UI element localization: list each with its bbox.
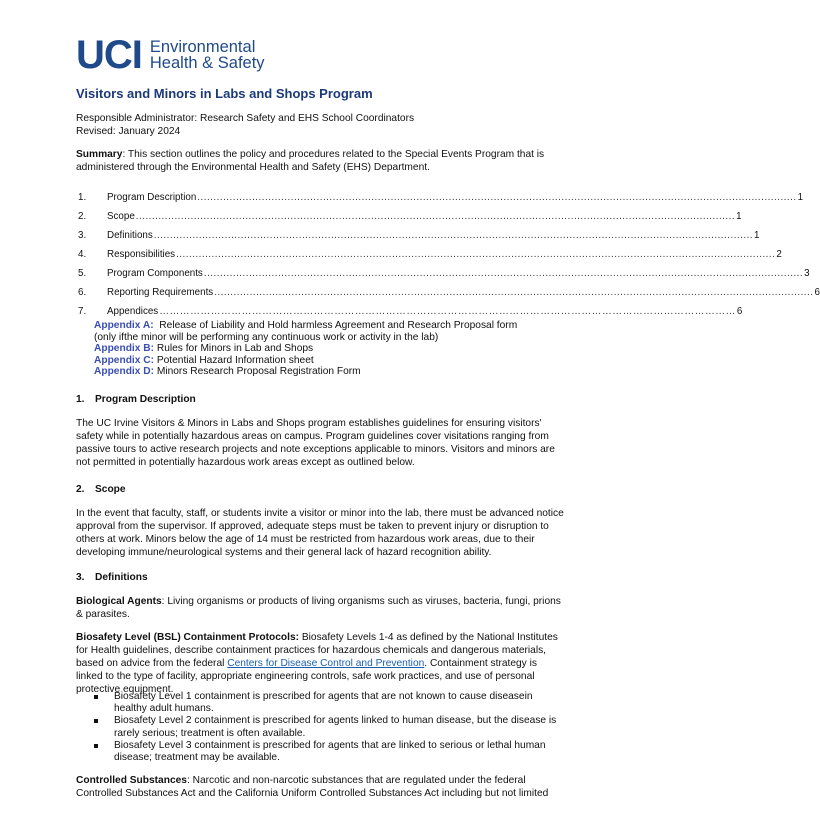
section-heading-definitions [76, 572, 148, 583]
list-item-text: Biosafety Level 1 containment is prescribed for agents that are not known to cause diseasein healthy adult humans. [114, 691, 533, 715]
appendix-text: Potential Hazard Information sheet [156, 354, 314, 366]
toc-label: Reporting Requirements [107, 287, 214, 298]
toc-item-program-description[interactable] [78, 184, 804, 203]
definition: : Living organisms or products of living organisms such as viruses, bacteria, fungi, prions & parasites. [76, 596, 561, 620]
section-number: 2. [76, 484, 85, 495]
toc-page: 3 [804, 268, 810, 279]
appendix-b[interactable] [94, 343, 524, 355]
toc-label: Program Description [107, 192, 197, 203]
toc-leader: .......................................................................................................................................................................................... [203, 268, 804, 279]
list-item [94, 691, 564, 715]
appendix-list [94, 320, 524, 378]
scope-text: In the event that faculty, staff, or students invite a visitor or minor into the lab, there must be advanced notice approval from the supervisor. If approved, adequate steps must be taken to prevent injury or disruption to others at work. Minors below the age of 14 must be restricted from hazardous work areas, due to their developing immune/neurological systems and their general lack of hazard recognition ability. [76, 508, 564, 558]
toc-item-scope[interactable] [78, 203, 742, 222]
toc-page: 2 [776, 249, 782, 260]
toc-leader: .......................................................................................................................................................................................... [135, 211, 736, 222]
page-title: Visitors and Minors in Labs and Shops Program [76, 86, 373, 101]
definition-part-1: Biosafety Levels 1-4 as defined by the National Institutes for Health guidelines, describe containment practices for hazardous chemicals and dangerous materials, based on advice from the federal [76, 632, 558, 669]
section-heading-scope [76, 484, 126, 495]
list-item [94, 715, 564, 739]
bullet-square-icon [94, 744, 98, 748]
cdc-link[interactable]: Centers for Disease Control and Prevention [227, 658, 425, 669]
toc-item-responsibilities[interactable] [78, 241, 782, 260]
toc-item-reporting-requirements[interactable] [78, 279, 820, 298]
toc-label: Scope [107, 211, 135, 222]
toc-label: Responsibilities [107, 249, 176, 260]
logo-mark: UCI [76, 33, 142, 77]
program-description-text: The UC Irvine Visitors & Minors in Labs and Shops program establishes guidelines for ensuring visitors' safety while in potentially hazardous areas on campus. Program guidelines cover visitations ranging from passive tours to active research projects and note exceptions applicable to minors. Visitors and minors are not permitted in potentially hazardous work areas except as outlined below. [76, 418, 555, 468]
section-title: Program Description [95, 394, 196, 405]
appendix-c[interactable] [94, 355, 524, 367]
definition-biological-agents [76, 595, 566, 621]
toc-page: 1 [736, 211, 742, 222]
appendix-text: Rules for Minors in Lab and Shops [156, 343, 314, 354]
section-number: 3. [76, 572, 85, 583]
logo-line-1: Environmental [149, 38, 256, 56]
toc-leader: .......................................................................................................................................................................................... [153, 230, 754, 241]
appendix-key: Appendix B: [94, 343, 154, 354]
section-number: 1. [76, 394, 85, 405]
definition: : Narcotic and non-narcotic substances that are regulated under the federal Controlled Substances Act and the California Uniform Controlled Substances Act including but not limited [76, 775, 549, 799]
toc-number: 1. [78, 192, 87, 203]
toc-leader: …………………………………………………………………………………………………………………………………………………… [159, 306, 736, 317]
toc-label: Appendices [107, 306, 159, 317]
appendix-d[interactable] [94, 366, 524, 378]
uci-ehs-logo [76, 33, 265, 77]
definition-controlled-substances [76, 774, 566, 800]
toc-page: 1 [797, 192, 804, 203]
appendix-key: Appendix A: [94, 320, 154, 331]
bsl-bullet-list [94, 691, 564, 764]
summary-text: : This section outlines the policy and procedures related to the Special Events Program that is administered through the Environmental Health and Safety (EHS) Department. [76, 149, 545, 173]
toc-item-definitions[interactable] [78, 222, 760, 241]
toc-number: 6. [78, 287, 87, 298]
section-title: Definitions [95, 572, 148, 583]
term: Controlled Substances [76, 775, 187, 786]
term: Biological Agents [76, 596, 162, 607]
toc-label: Definitions [107, 230, 153, 241]
bullet-square-icon [94, 695, 98, 699]
list-item-text: Biosafety Level 3 containment is prescribed for agents that are linked to serious or lethal human disease; treatment may be available. [114, 739, 546, 764]
appendix-text: Minors Research Proposal Registration Form [156, 366, 361, 377]
summary [76, 148, 566, 174]
appendix-a[interactable] [94, 320, 524, 343]
responsible-admin: Responsible Administrator: Research Safety and EHS School Coordinators [76, 113, 415, 124]
toc-page: 6 [736, 306, 743, 317]
bullet-square-icon [94, 719, 98, 723]
toc-number: 3. [78, 230, 87, 241]
logo-line-2: Health & Safety [149, 54, 265, 72]
definition-bsl [76, 631, 566, 696]
toc-number: 4. [78, 249, 87, 260]
toc-page: 6 [814, 287, 820, 298]
list-item [94, 740, 564, 764]
toc-number: 7. [78, 306, 87, 317]
revised-date: Revised: January 2024 [76, 126, 181, 137]
toc-item-appendices[interactable] [78, 298, 743, 317]
term: Biosafety Level (BSL) Containment Protocols: [76, 632, 300, 643]
toc-leader: .......................................................................................................................................................................................... [214, 287, 814, 298]
section-title: Scope [95, 484, 126, 495]
toc-leader: .......................................................................................................................................................................................... [176, 249, 776, 260]
table-of-contents [78, 184, 820, 317]
appendix-key: Appendix D: [94, 366, 154, 377]
appendix-text: Release of Liability and Hold harmless Agreement and Research Proposal form (only ifthe minor will be performing any continuous work or activity in the lab) [94, 320, 518, 343]
toc-item-program-components[interactable] [78, 260, 810, 279]
toc-label: Program Components [107, 268, 203, 279]
definition-part-2: . Containment strategy is linked to the type of facility, appropriate engineering controls, safe work practices, and use of personal protective equipment. [76, 658, 537, 695]
toc-number: 5. [78, 268, 87, 279]
document-meta [76, 112, 414, 138]
toc-number: 2. [78, 211, 87, 222]
summary-label: Summary [76, 149, 123, 160]
toc-page: 1 [754, 230, 760, 241]
logo-text [150, 39, 265, 71]
section-heading-program-description [76, 394, 196, 405]
appendix-key: Appendix C: [94, 354, 154, 366]
list-item-text: Biosafety Level 2 containment is prescribed for agents linked to human disease, but the disease is rarely serious; treatment is often available. [114, 715, 557, 739]
toc-leader: .......................................................................................................................................................................................... [197, 192, 797, 203]
